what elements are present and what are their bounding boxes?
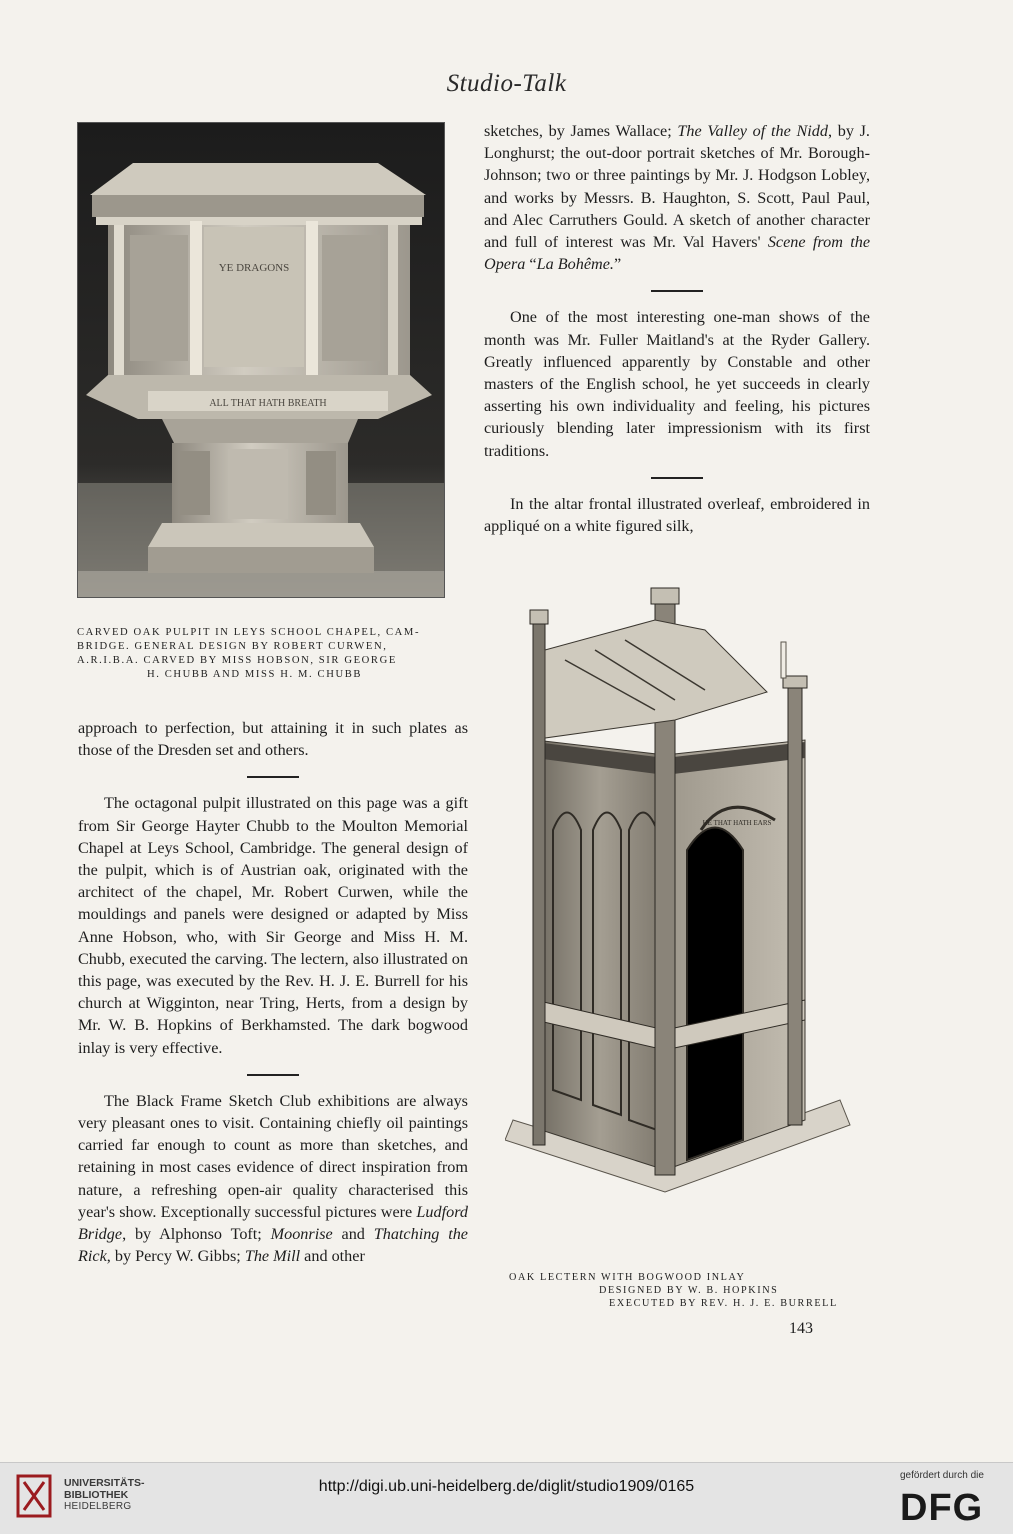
paragraph: approach to perfection, but attaining it in such plates as those of the Dresden set and others. xyxy=(78,719,468,760)
footer-bar xyxy=(0,1462,1013,1534)
text-run: , by Percy W. Gibbs; xyxy=(106,1247,245,1266)
paragraph: One of the most interesting one-man shows of the month was Mr. Fuller Maitland's at the Ryder Gallery. Greatly influenced apparently by Constable and other masters of the English school, he yet succeeds in clearly asserting his own individuality and feeling, his pictures curiously blending later impressionism with its first traditions. xyxy=(484,308,870,460)
library-name-line: UNIVERSITÄTS- xyxy=(64,1477,145,1489)
artwork-title: La Bohême. xyxy=(536,255,614,274)
lectern-caption xyxy=(509,1271,889,1310)
paragraph xyxy=(78,1090,468,1268)
pulpit-caption-line: BRIDGE. GENERAL DESIGN BY ROBERT CURWEN, xyxy=(77,641,388,652)
running-head: Studio-Talk xyxy=(446,70,567,97)
artwork-title: Moonrise xyxy=(270,1225,333,1244)
pulpit-illustration xyxy=(78,123,444,597)
text-run: “ xyxy=(525,255,537,274)
text-run: sketches, by James Wallace; xyxy=(484,122,678,140)
pulpit-inscription-belt: ALL THAT HATH BREATH xyxy=(209,398,327,409)
lectern-inscription: HE THAT HATH EARS xyxy=(702,819,772,827)
artwork-title: The Valley of the Nidd xyxy=(677,122,828,140)
artwork-title: Ludford Bridge xyxy=(78,1202,468,1244)
pulpit-caption xyxy=(77,626,447,682)
text-run: ” xyxy=(613,255,622,274)
left-column-text xyxy=(78,717,468,1267)
text-run: The Black Frame Sketch Club exhibitions are always very pleasant ones to visit. Containing chiefly oil paintings carried far enough to count as more than sketches, and retaining in most cases evidence of direct inspiration from nature, a refreshing open-air quality characterised this year's show. Exceptionally successful pictures were xyxy=(78,1091,468,1221)
pulpit-caption-line: A.R.I.B.A. CARVED BY MISS HOBSON, SIR GEORGE xyxy=(77,655,397,666)
paragraph xyxy=(484,120,870,275)
pulpit-caption-line: CARVED OAK PULPIT IN LEYS SCHOOL CHAPEL, CAM- xyxy=(77,627,421,638)
text-run: , by Alphonso Toft; xyxy=(122,1225,271,1244)
section-rule xyxy=(651,477,703,479)
paragraph: The octagonal pulpit illustrated on this page was a gift from Sir George Hayter Chubb to the Moulton Memorial Chapel at Leys School, Cambridge. The general design of the pulpit, which is of Austrian oak, originated with the architect of the chapel, Mr. Robert Curwen, while the mouldings and panels were designed or adapted by Miss Anne Hobson, who, with Sir George and Miss H. M. Chubb, executed the carving. The lectern, also illustrated on this page, was executed by the Rev. H. J. E. Burrell for his church at Wigginton, near Tring, Herts, from a design by Mr. W. B. Hopkins of Berkhamsted. The dark bogwood inlay is very effective. xyxy=(78,794,468,1057)
artwork-title: Thatching the Rick xyxy=(78,1225,468,1266)
library-city: HEIDELBERG xyxy=(64,1501,132,1512)
artwork-title: The Mill xyxy=(244,1247,301,1266)
lectern-caption-line: DESIGNED BY W. B. HOPKINS xyxy=(599,1285,779,1296)
lectern-photograph xyxy=(505,580,860,1270)
pulpit-photograph xyxy=(77,122,445,598)
lectern-caption-line: EXECUTED BY REV. H. J. E. BURRELL xyxy=(609,1298,838,1309)
pulpit-caption-line: H. CHUBB AND MISS H. M. CHUBB xyxy=(147,669,363,680)
text-run: and other xyxy=(300,1247,365,1266)
right-column-text xyxy=(484,120,870,537)
text-run: and xyxy=(332,1225,374,1244)
lectern-caption-line: OAK LECTERN WITH BOGWOOD INLAY xyxy=(509,1272,746,1283)
section-rule xyxy=(247,1074,299,1076)
permalink-url[interactable]: http://digi.ub.uni-heidelberg.de/diglit/studio1909/0165 xyxy=(318,1478,695,1495)
pulpit-inscription-top: YE DRAGONS xyxy=(218,262,290,274)
dfg-logo: DFG xyxy=(900,1487,984,1529)
text-run: , by J. Longhurst; the out-door portrait sketches of Mr. Borough-Johnson; two or three paintings by Mr. J. Hodgson Lobley, and works by Messrs. B. Haughton, S. Scott, Paul Paul, and Alec Carruthers Gould. A sketch of another character and full of interest was Mr. Val Havers' xyxy=(484,122,870,252)
page-number: 143 xyxy=(789,1320,813,1337)
university-library-logo-icon xyxy=(12,1468,56,1524)
library-name-line: BIBLIOTHEK xyxy=(64,1488,129,1501)
funded-by-label: gefördert durch die xyxy=(900,1470,984,1481)
artwork-title: Scene from the Opera xyxy=(484,233,870,274)
lectern-illustration xyxy=(505,580,860,1270)
section-rule xyxy=(247,776,299,778)
section-rule xyxy=(651,290,703,292)
paragraph: In the altar frontal illustrated overleaf, embroidered in appliqué on a white figured silk, xyxy=(484,494,870,536)
